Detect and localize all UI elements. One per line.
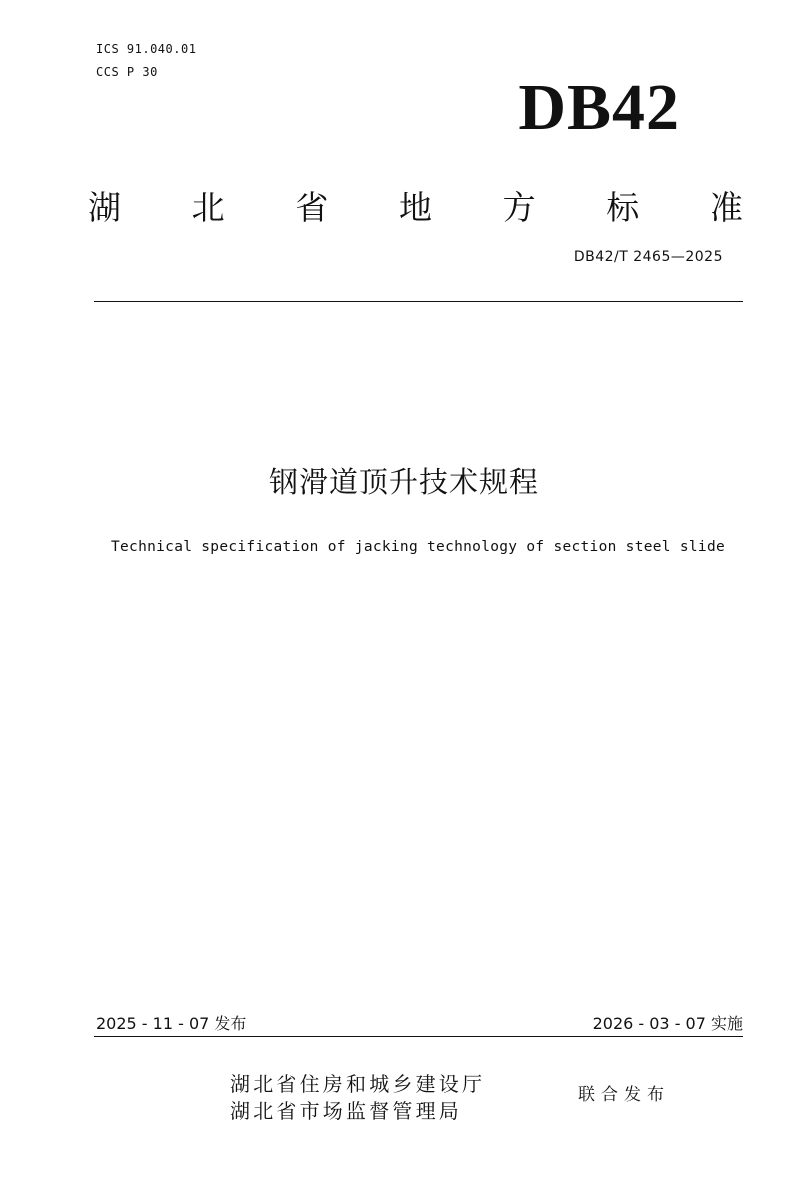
standard-number: DB42/T 2465—2025 [573, 249, 723, 265]
issuer-housing-department: 湖北省住房和城乡建设厅 [230, 1072, 486, 1096]
standard-type-char: 省 [295, 188, 329, 227]
standard-type-heading [88, 186, 743, 230]
implementation-date: 2026 - 03 - 07 实施 [592, 1014, 743, 1033]
standard-code-logo: DB42 [518, 71, 680, 144]
bottom-divider [94, 1036, 743, 1037]
standard-type-char: 方 [502, 188, 536, 227]
document-title-chinese: 钢滑道顶升技术规程 [268, 465, 539, 499]
standard-type-char: 湖 [88, 188, 121, 227]
publish-date: 2025 - 11 - 07 发布 [96, 1014, 247, 1033]
ics-code: ICS 91.040.01 [96, 42, 197, 56]
issuer-market-regulation: 湖北省市场监督管理局 [230, 1099, 462, 1123]
joint-issue-label: 联合发布 [578, 1085, 670, 1105]
ccs-code: CCS P 30 [96, 65, 158, 79]
document-title-english: Technical specification of jacking technology of section steel slide [110, 539, 726, 555]
standard-type-char: 地 [398, 188, 432, 227]
top-divider [94, 301, 743, 302]
standard-type-char: 准 [709, 188, 743, 227]
standard-type-char: 北 [191, 188, 225, 227]
standard-type-char: 标 [606, 188, 640, 227]
